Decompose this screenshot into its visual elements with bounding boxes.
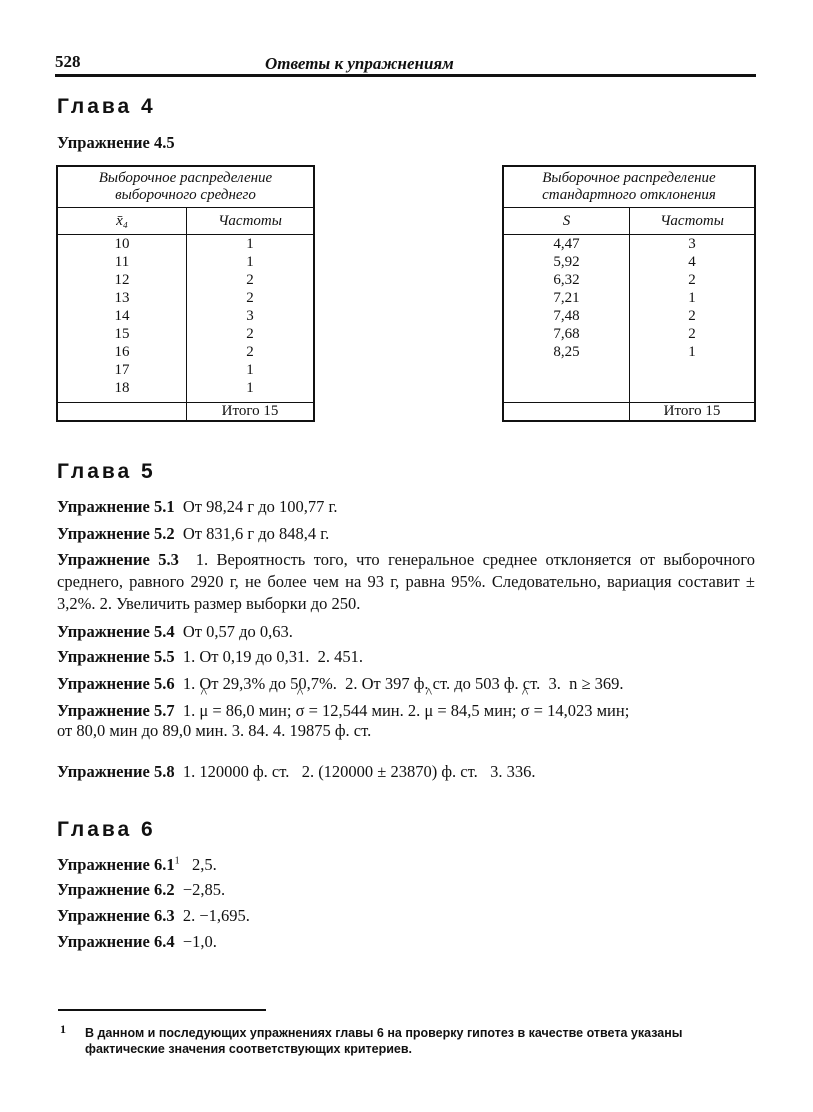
- exercise-5-7-label: Упражнение 5.7: [57, 701, 175, 720]
- table-left-value-cell: 18: [114, 380, 130, 396]
- exercise-5-3-label: Упражнение 5.3: [57, 550, 179, 569]
- table-left-total: Итого 15: [187, 403, 315, 422]
- table-left-freqs: [187, 235, 315, 403]
- exercise-5-4-answer: От 0,57 до 0,63.: [182, 622, 293, 641]
- table-right-freq-cell: 3: [688, 236, 696, 252]
- exercise-5-7-p3: = 12,544 мин. 2.: [308, 701, 421, 720]
- table-left-col-freq: Частоты: [187, 208, 315, 235]
- table-left-value-cell: 12: [114, 272, 130, 288]
- mu-hat-symbol-2: ^ μ: [424, 701, 433, 721]
- footnote-mark: 1: [60, 1022, 66, 1036]
- table-right-freq-cell: 4: [688, 254, 696, 270]
- exercise-5-2-label: Упражнение 5.2: [57, 524, 175, 543]
- exercise-5-1-label: Упражнение 5.1: [57, 497, 175, 516]
- exercise-5-3: [57, 549, 755, 615]
- table-right-freqs: [630, 235, 756, 403]
- table-sample-mean: [56, 165, 315, 422]
- table-right-value-cell: 8,25: [553, 344, 580, 360]
- table-left-freq-cell: 2: [246, 344, 254, 360]
- exercise-6-4: [57, 932, 217, 952]
- footnote-rule: [58, 1009, 266, 1011]
- table-right-freq-cell: 2: [688, 272, 696, 288]
- exercise-5-4-label: Упражнение 5.4: [57, 622, 175, 641]
- exercise-5-7-p5: = 14,023 мин;: [533, 701, 630, 720]
- exercise-5-8: [57, 762, 535, 782]
- exercise-5-5: [57, 647, 363, 667]
- table-left-value-cell: 17: [114, 362, 130, 378]
- table-left-col-x: x̄₄: [57, 208, 187, 235]
- table-right-freq-cell: 2: [688, 308, 696, 324]
- footnote-ref: 1: [174, 855, 180, 867]
- table-right-col-s: S: [503, 208, 630, 235]
- exercise-5-6-label: Упражнение 5.6: [57, 674, 175, 693]
- exercise-5-5-label: Упражнение 5.5: [57, 647, 175, 666]
- table-left-freq-cell: 1: [246, 380, 254, 396]
- table-left-value-cell: 13: [114, 290, 130, 306]
- exercise-5-6-answer: 1. От 29,3% до 50,7%. 2. От 397 ф. ст. до 503 ф. ст. 3. n ≥ 369.: [182, 674, 624, 693]
- table-right-total: Итого 15: [630, 403, 756, 422]
- table-left-freq-cell: 1: [246, 362, 254, 378]
- table-right-value-cell: 6,32: [553, 272, 580, 288]
- exercise-5-5-answer: 1. От 0,19 до 0,31. 2. 451.: [182, 647, 363, 666]
- footnote-text: В данном и последующих упражнениях главы 6 на проверку гипотез в качестве ответа указаны фактические значения соответствующих критериев.: [85, 1026, 683, 1056]
- table-left-caption: [57, 166, 314, 208]
- exercise-5-1: [57, 497, 338, 517]
- exercise-6-3-label: Упражнение 6.3: [57, 906, 175, 925]
- table-right-value-cell: 7,21: [553, 290, 580, 306]
- table-right-caption-line2: стандартного отклонения: [542, 187, 716, 203]
- table-right-value-cell: 7,48: [553, 308, 580, 324]
- table-sample-std: [502, 165, 756, 422]
- exercise-5-2-answer: От 831,6 г до 848,4 г.: [182, 524, 330, 543]
- table-left-freq-cell: 2: [246, 290, 254, 306]
- table-left-freq-cell: 1: [246, 236, 254, 252]
- exercise-5-1-answer: От 98,24 г до 100,77 г.: [182, 497, 338, 516]
- exercise-6-1: [57, 855, 217, 875]
- header-rule: [55, 74, 756, 77]
- exercise-4-5-label: Упражнение 4.5: [57, 133, 175, 152]
- table-left-freq-cell: 1: [246, 254, 254, 270]
- table-left-value-cell: 11: [114, 254, 130, 270]
- table-right-caption-line1: Выборочное распределение: [542, 170, 716, 186]
- exercise-5-7-p1: 1.: [182, 701, 196, 720]
- exercise-6-1-answer: 2,5.: [191, 855, 217, 874]
- table-left-caption-line1: Выборочное распределение: [98, 170, 273, 186]
- exercise-5-7-p4: = 84,5 мин;: [437, 701, 517, 720]
- exercise-6-2-answer: −2,85.: [182, 880, 226, 899]
- table-right-col-freq: Частоты: [630, 208, 756, 235]
- table-right-caption: [503, 166, 755, 208]
- exercise-6-2: [57, 880, 225, 900]
- table-left-freq-cell: 2: [246, 326, 254, 342]
- table-right-value-cell: 7,68: [553, 326, 580, 342]
- exercise-6-3: [57, 906, 250, 926]
- chapter-4-title: Глава 4: [57, 95, 156, 118]
- table-left-total-empty: [57, 403, 187, 422]
- mu-hat-symbol-1: ^ μ: [199, 701, 208, 721]
- table-right-value-cell: 5,92: [553, 254, 580, 270]
- exercise-6-2-label: Упражнение 6.2: [57, 880, 175, 899]
- exercise-5-8-label: Упражнение 5.8: [57, 762, 175, 781]
- exercise-5-7-line2: от 80,0 мин до 89,0 мин. 3. 84. 4. 19875 ф. ст.: [57, 721, 372, 740]
- sigma-hat-symbol-1: ^ σ: [296, 701, 305, 721]
- exercise-5-6: [57, 674, 624, 694]
- chapter-5-title: Глава 5: [57, 460, 156, 483]
- table-left-freq-cell: 2: [246, 272, 254, 288]
- table-left-value-cell: 10: [114, 236, 130, 252]
- chapter-6-title: Глава 6: [57, 818, 156, 841]
- exercise-5-4: [57, 622, 293, 642]
- table-left-caption-line2: выборочного среднего: [115, 187, 256, 203]
- exercise-5-2: [57, 524, 329, 544]
- exercise-6-4-label: Упражнение 6.4: [57, 932, 175, 951]
- table-left-freq-cell: 3: [246, 308, 254, 324]
- running-title: Ответы к упражнениям: [265, 54, 454, 73]
- table-right-value-cell: 4,47: [553, 236, 580, 252]
- exercise-5-7-p2: = 86,0 мин;: [212, 701, 292, 720]
- table-right-freq-cell: 1: [688, 344, 696, 360]
- table-right-values: [503, 235, 630, 403]
- table-left-value-cell: 16: [114, 344, 130, 360]
- table-right-freq-cell: 1: [688, 290, 696, 306]
- sigma-hat-symbol-2: ^ σ: [521, 701, 530, 721]
- exercise-6-3-answer: 2. −1,695.: [182, 906, 250, 925]
- exercise-6-4-answer: −1,0.: [182, 932, 217, 951]
- page-number: 528: [55, 52, 81, 71]
- table-left-value-cell: 14: [114, 308, 130, 324]
- table-right-total-empty: [503, 403, 630, 422]
- exercise-6-1-label: Упражнение 6.1: [57, 855, 175, 874]
- table-left-value-cell: 15: [114, 326, 130, 342]
- table-left-values: [57, 235, 187, 403]
- exercise-5-8-answer: 1. 120000 ф. ст. 2. (120000 ± 23870) ф. ст. 3. 336.: [182, 762, 536, 781]
- exercise-5-7: [57, 701, 629, 721]
- table-right-freq-cell: 2: [688, 326, 696, 342]
- exercise-5-3-answer: 1. Вероятность того, что генеральное среднее отклоняется от выборочного среднего, равного 2920 г, не более чем на 93 г, равна 95%. Следовательно, вариация составит ± 3,2%. 2. Увеличить размер выборки до 250.: [57, 550, 756, 613]
